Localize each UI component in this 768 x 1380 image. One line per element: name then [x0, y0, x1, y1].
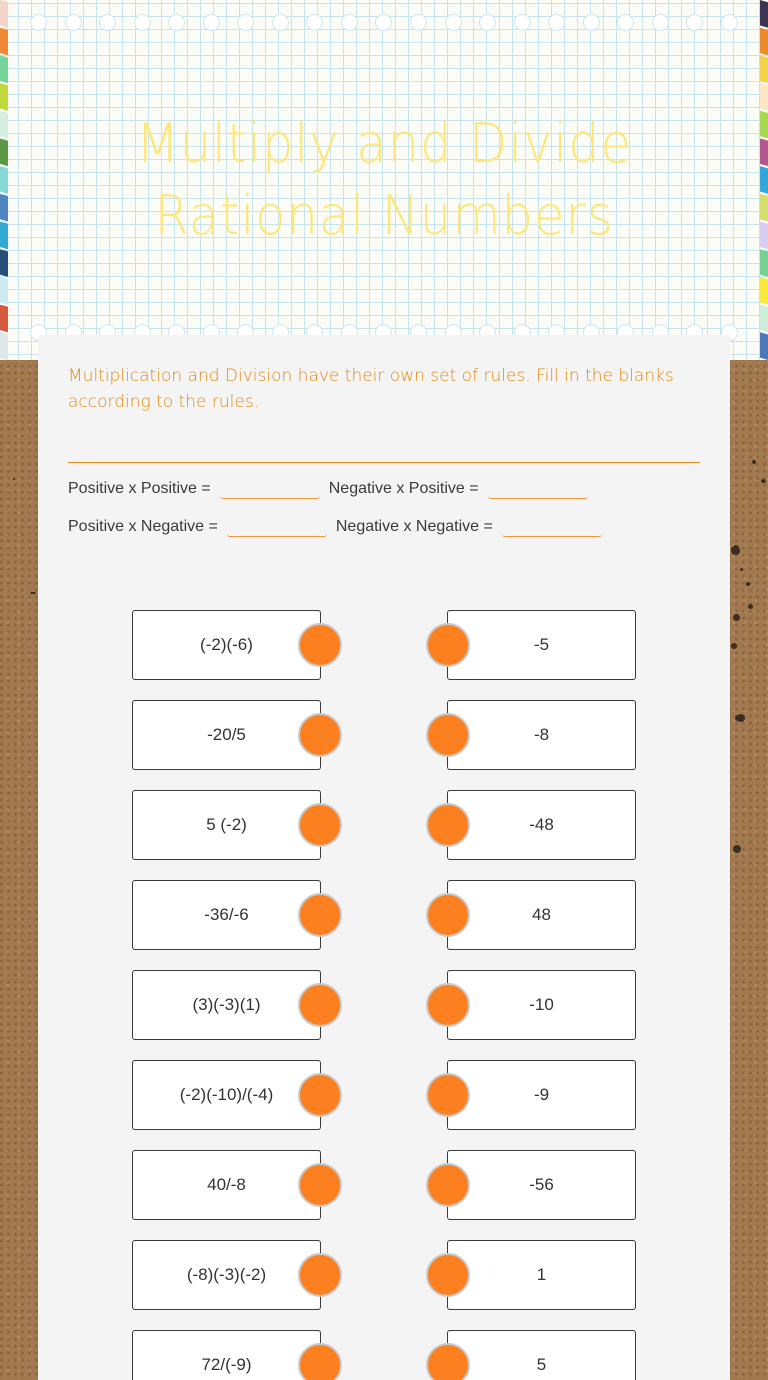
match-expression-card[interactable] — [132, 610, 321, 680]
match-answer-card[interactable] — [447, 1150, 636, 1220]
strip-segment — [0, 55, 8, 83]
expression-text: -36/-6 — [204, 905, 249, 924]
notebook-hole — [168, 14, 185, 31]
match-connector-dot-left[interactable] — [298, 1073, 342, 1117]
title-line-2: Rational Numbers — [154, 184, 614, 247]
strip-segment — [760, 277, 768, 305]
rule-row-2 — [68, 515, 611, 537]
blank-input-neg-neg[interactable] — [502, 515, 602, 537]
rule-row-1 — [68, 477, 597, 499]
match-answer-card[interactable] — [447, 790, 636, 860]
notebook-hole — [479, 14, 496, 31]
notebook-hole — [134, 14, 151, 31]
match-answer-card[interactable] — [447, 880, 636, 950]
section-divider — [68, 462, 700, 463]
strip-segment — [760, 249, 768, 277]
worksheet-card — [38, 335, 730, 1380]
strip-segment — [760, 222, 768, 250]
strip-segment — [0, 0, 8, 28]
strip-segment — [0, 277, 8, 305]
match-connector-dot-right[interactable] — [426, 1253, 470, 1297]
match-answer-card[interactable] — [447, 1240, 636, 1310]
strip-segment — [0, 332, 8, 360]
header-graph-paper — [0, 0, 768, 360]
notebook-hole — [410, 14, 427, 31]
notebook-hole — [272, 14, 289, 31]
match-connector-dot-right[interactable] — [426, 1073, 470, 1117]
strip-segment — [0, 138, 8, 166]
notebook-hole — [445, 14, 462, 31]
match-row — [132, 970, 636, 1040]
left-color-strip — [0, 0, 8, 360]
match-connector-dot-right[interactable] — [426, 983, 470, 1027]
expression-text: 72/(-9) — [201, 1355, 252, 1374]
notebook-holes-top — [20, 14, 748, 31]
strip-segment — [0, 83, 8, 111]
strip-segment — [760, 305, 768, 333]
match-connector-dot-left[interactable] — [298, 893, 342, 937]
match-expression-card[interactable] — [132, 1060, 321, 1130]
match-connector-dot-left[interactable] — [298, 713, 342, 757]
match-answer-card[interactable] — [447, 1330, 636, 1380]
match-connector-dot-left[interactable] — [298, 1343, 342, 1380]
strip-segment — [760, 138, 768, 166]
expression-text: (3)(-3)(1) — [192, 995, 261, 1014]
strip-segment — [0, 194, 8, 222]
match-answer-card[interactable] — [447, 700, 636, 770]
rule-label-neg-neg: Negative x Negative = — [335, 518, 493, 535]
match-row — [132, 1330, 636, 1380]
answer-text: -8 — [533, 725, 550, 744]
strip-segment — [760, 111, 768, 139]
notebook-hole — [652, 14, 669, 31]
answer-text: -10 — [529, 995, 554, 1014]
match-row — [132, 880, 636, 950]
strip-segment — [0, 222, 8, 250]
strip-segment — [0, 305, 8, 333]
notebook-hole — [617, 14, 634, 31]
rule-label-pos-pos: Positive x Positive = — [68, 480, 211, 497]
match-connector-dot-right[interactable] — [426, 713, 470, 757]
answer-text: 1 — [536, 1265, 547, 1284]
rule-label-neg-pos: Negative x Positive = — [328, 480, 479, 497]
blank-input-neg-pos[interactable] — [488, 477, 588, 499]
strip-segment — [0, 28, 8, 56]
match-row — [132, 610, 636, 680]
answer-text: -48 — [529, 815, 554, 834]
match-row — [132, 1150, 636, 1220]
expression-text: (-2)(-6) — [200, 635, 253, 654]
title-line-1: Multiply and Divide — [135, 112, 633, 175]
strip-segment — [760, 194, 768, 222]
page-title — [31, 108, 738, 252]
answer-text: 5 — [536, 1355, 547, 1374]
rule-label-pos-neg: Positive x Negative = — [68, 518, 218, 535]
blank-input-pos-neg[interactable] — [227, 515, 327, 537]
match-answer-card[interactable] — [447, 610, 636, 680]
strip-segment — [0, 111, 8, 139]
notebook-hole — [237, 14, 254, 31]
notebook-hole — [203, 14, 220, 31]
notebook-hole — [341, 14, 358, 31]
match-connector-dot-left[interactable] — [298, 623, 342, 667]
notebook-hole — [306, 14, 323, 31]
blank-input-pos-pos[interactable] — [220, 477, 320, 499]
expression-text: 5 (-2) — [206, 815, 247, 834]
answer-text: -5 — [533, 635, 550, 654]
match-row — [132, 1060, 636, 1130]
expression-text: 40/-8 — [207, 1175, 246, 1194]
notebook-hole — [99, 14, 116, 31]
match-answer-card[interactable] — [447, 1060, 636, 1130]
instructions-text: Multiplication and Division have their own set of rules. Fill in the blanks according to the rules. — [68, 366, 674, 412]
notebook-hole — [30, 14, 47, 31]
notebook-hole — [686, 14, 703, 31]
match-row — [132, 1240, 636, 1310]
notebook-hole — [548, 14, 565, 31]
notebook-hole — [375, 14, 392, 31]
strip-segment — [760, 83, 768, 111]
expression-text: (-2)(-10)/(-4) — [179, 1085, 274, 1104]
notebook-hole — [721, 14, 738, 31]
match-expression-card[interactable] — [132, 1240, 321, 1310]
match-expression-card[interactable] — [132, 970, 321, 1040]
answer-text: 48 — [532, 905, 551, 924]
match-connector-dot-left[interactable] — [298, 1253, 342, 1297]
match-connector-dot-right[interactable] — [426, 803, 470, 847]
match-expression-card[interactable] — [132, 1150, 321, 1220]
strip-segment — [760, 332, 768, 360]
match-answer-card[interactable] — [447, 970, 636, 1040]
strip-segment — [760, 0, 768, 28]
match-expression-card[interactable] — [132, 790, 321, 860]
match-connector-dot-right[interactable] — [426, 623, 470, 667]
match-connector-dot-left[interactable] — [298, 803, 342, 847]
strip-segment — [760, 28, 768, 56]
match-connector-dot-right[interactable] — [426, 1163, 470, 1207]
match-expression-card[interactable] — [132, 1330, 321, 1380]
match-connector-dot-right[interactable] — [426, 1343, 470, 1380]
match-row — [132, 700, 636, 770]
match-connector-dot-left[interactable] — [298, 1163, 342, 1207]
notebook-hole — [514, 14, 531, 31]
notebook-hole — [583, 14, 600, 31]
strip-segment — [0, 249, 8, 277]
right-color-strip — [760, 0, 768, 360]
answer-text: -56 — [529, 1175, 554, 1194]
expression-text: (-8)(-3)(-2) — [186, 1265, 267, 1284]
strip-segment — [0, 166, 8, 194]
expression-text: -20/5 — [207, 725, 246, 744]
match-expression-card[interactable] — [132, 880, 321, 950]
match-connector-dot-left[interactable] — [298, 983, 342, 1027]
match-connector-dot-right[interactable] — [426, 893, 470, 937]
answer-text: -9 — [533, 1085, 550, 1104]
match-expression-card[interactable] — [132, 700, 321, 770]
strip-segment — [760, 55, 768, 83]
strip-segment — [760, 166, 768, 194]
match-row — [132, 790, 636, 860]
notebook-hole — [65, 14, 82, 31]
